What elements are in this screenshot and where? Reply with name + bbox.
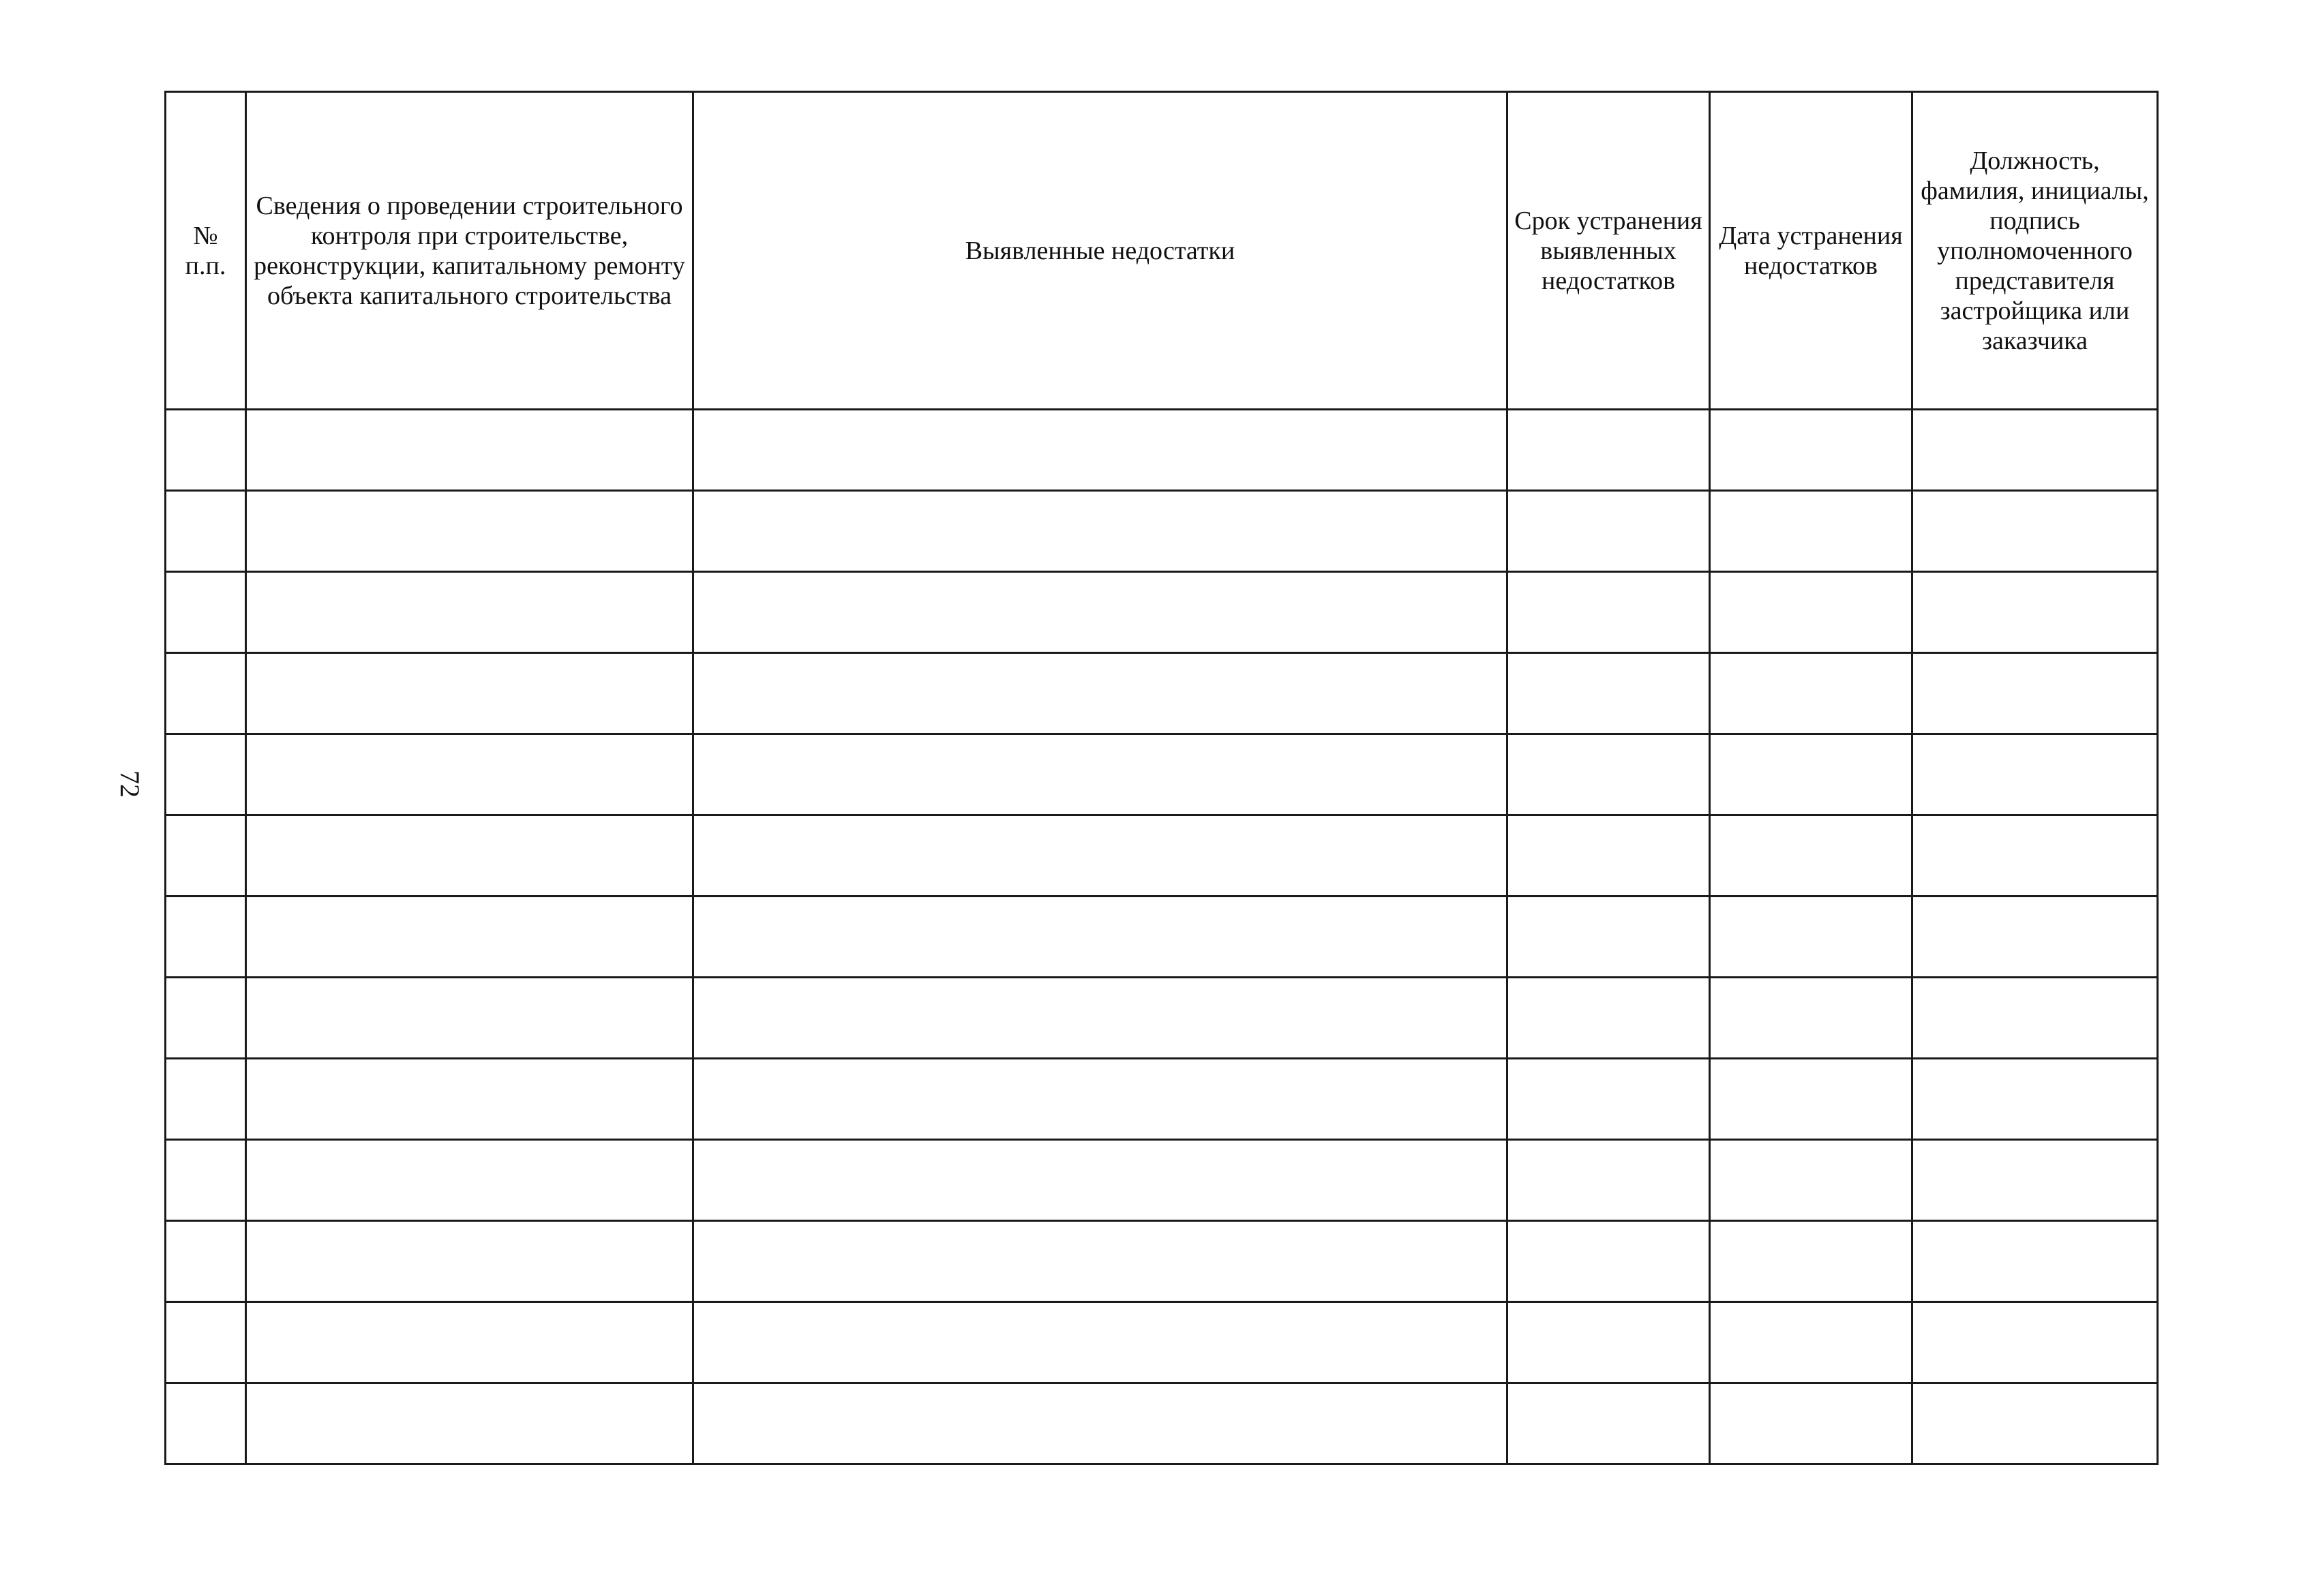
cell-fix-date (1710, 978, 1912, 1059)
table-row (166, 978, 2158, 1059)
cell-deadline (1507, 815, 1710, 897)
header-control-info: Сведения о проведении строительного контроля при строительстве, реконструкции, капитальному ремонту объекта капитального строительства (246, 92, 693, 410)
cell-defects (693, 1221, 1507, 1302)
cell-signature (1912, 410, 2158, 491)
cell-deadline (1507, 410, 1710, 491)
cell-fix-date (1710, 1302, 1912, 1383)
cell-deadline (1507, 491, 1710, 572)
cell-number (166, 572, 246, 653)
cell-defects (693, 1140, 1507, 1221)
cell-defects (693, 572, 1507, 653)
cell-fix-date (1710, 897, 1912, 978)
cell-number (166, 1221, 246, 1302)
cell-control-info (246, 1059, 693, 1140)
header-defects: Выявленные недостатки (693, 92, 1507, 410)
header-deadline: Срок устранения выявленных недостатков (1507, 92, 1710, 410)
header-number: № п.п. (166, 92, 246, 410)
cell-defects (693, 1383, 1507, 1464)
cell-deadline (1507, 572, 1710, 653)
cell-number (166, 1383, 246, 1464)
cell-deadline (1507, 1302, 1710, 1383)
table-row (166, 1221, 2158, 1302)
cell-signature (1912, 1221, 2158, 1302)
cell-number (166, 653, 246, 734)
cell-fix-date (1710, 1059, 1912, 1140)
cell-signature (1912, 734, 2158, 815)
cell-control-info (246, 491, 693, 572)
table-row (166, 1140, 2158, 1221)
cell-signature (1912, 1059, 2158, 1140)
table-row (166, 815, 2158, 897)
cell-fix-date (1710, 410, 1912, 491)
cell-deadline (1507, 978, 1710, 1059)
table-row (166, 491, 2158, 572)
cell-control-info (246, 1140, 693, 1221)
cell-signature (1912, 1383, 2158, 1464)
cell-deadline (1507, 653, 1710, 734)
table-row (166, 1302, 2158, 1383)
table-header-row (166, 92, 2158, 410)
cell-fix-date (1710, 734, 1912, 815)
cell-defects (693, 978, 1507, 1059)
cell-number (166, 1302, 246, 1383)
cell-number (166, 1140, 246, 1221)
cell-defects (693, 1059, 1507, 1140)
cell-signature (1912, 572, 2158, 653)
cell-signature (1912, 491, 2158, 572)
cell-number (166, 897, 246, 978)
cell-control-info (246, 572, 693, 653)
cell-fix-date (1710, 1221, 1912, 1302)
cell-defects (693, 815, 1507, 897)
table-row (166, 1383, 2158, 1464)
cell-control-info (246, 815, 693, 897)
cell-deadline (1507, 734, 1710, 815)
cell-number (166, 815, 246, 897)
cell-number (166, 978, 246, 1059)
cell-deadline (1507, 1383, 1710, 1464)
inspection-register-table (164, 91, 2159, 1465)
cell-fix-date (1710, 653, 1912, 734)
table-row (166, 1059, 2158, 1140)
cell-deadline (1507, 1140, 1710, 1221)
cell-fix-date (1710, 1383, 1912, 1464)
cell-signature (1912, 1302, 2158, 1383)
header-signature: Должность, фамилия, инициалы, подпись уполномоченного представителя застройщика или заказчика (1912, 92, 2158, 410)
cell-signature (1912, 1140, 2158, 1221)
cell-signature (1912, 978, 2158, 1059)
cell-deadline (1507, 897, 1710, 978)
header-fix-date: Дата устранения недостатков (1710, 92, 1912, 410)
cell-control-info (246, 978, 693, 1059)
cell-control-info (246, 1221, 693, 1302)
table-body (166, 410, 2158, 1464)
page-number: 72 (115, 770, 145, 798)
cell-number (166, 491, 246, 572)
cell-control-info (246, 897, 693, 978)
table-row (166, 572, 2158, 653)
cell-defects (693, 410, 1507, 491)
table-row (166, 734, 2158, 815)
cell-control-info (246, 734, 693, 815)
cell-defects (693, 653, 1507, 734)
table-row (166, 653, 2158, 734)
cell-number (166, 410, 246, 491)
cell-control-info (246, 410, 693, 491)
cell-defects (693, 491, 1507, 572)
cell-deadline (1507, 1059, 1710, 1140)
cell-defects (693, 897, 1507, 978)
cell-signature (1912, 897, 2158, 978)
cell-fix-date (1710, 572, 1912, 653)
cell-number (166, 734, 246, 815)
cell-number (166, 1059, 246, 1140)
cell-defects (693, 1302, 1507, 1383)
cell-fix-date (1710, 1140, 1912, 1221)
cell-control-info (246, 1302, 693, 1383)
cell-control-info (246, 1383, 693, 1464)
cell-fix-date (1710, 815, 1912, 897)
cell-fix-date (1710, 491, 1912, 572)
cell-signature (1912, 653, 2158, 734)
table-row (166, 897, 2158, 978)
cell-defects (693, 734, 1507, 815)
cell-signature (1912, 815, 2158, 897)
cell-control-info (246, 653, 693, 734)
table-row (166, 410, 2158, 491)
cell-deadline (1507, 1221, 1710, 1302)
